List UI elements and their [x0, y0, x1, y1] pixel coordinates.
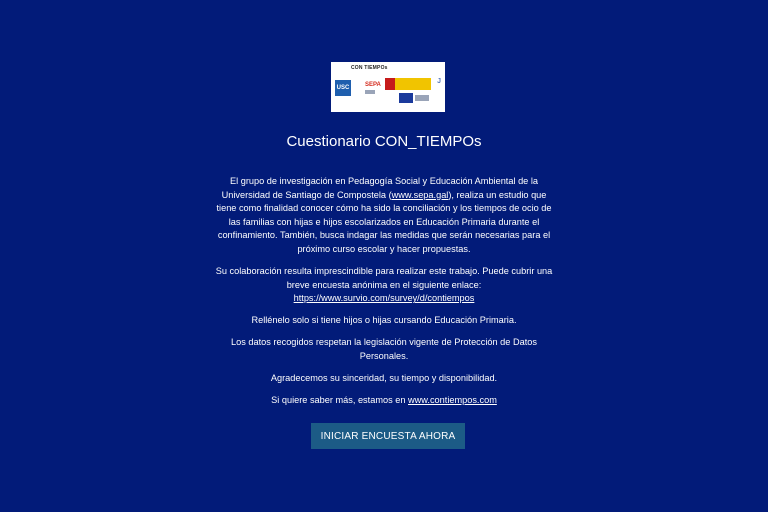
thanks-paragraph: Agradecemos su sinceridad, su tiempo y disponibilidad.	[270, 373, 498, 384]
usc-logo: USC	[335, 80, 351, 96]
intro-text-before: El grupo de investigación en Pedagogía Social y Educación Ambiental de la Universidad de Santiago de Compostela (	[221, 176, 538, 200]
intro-paragraph	[213, 175, 555, 257]
start-survey-button[interactable]: INICIAR ENCUESTA AHORA	[311, 423, 465, 449]
more-info-text: Si quiere saber más, estamos en	[271, 395, 408, 406]
logo-title: CON TIEMPOs	[351, 65, 388, 71]
intro-content	[213, 175, 555, 416]
page-title: Cuestionario CON_TIEMPOs	[286, 133, 482, 150]
eu-flag-icon	[399, 93, 413, 103]
collaboration-text: Su colaboración resulta imprescindible para realizar este trabajo. Puede cubrir una breve encuesta anónima en el siguiente enlace:	[215, 266, 553, 290]
contiempos-link[interactable]: www.contiempos.com	[408, 395, 497, 406]
more-info-paragraph	[213, 394, 555, 408]
eligibility-paragraph: Rellénelo solo si tiene hijos o hijas cursando Educación Primaria.	[251, 315, 517, 326]
collaboration-paragraph	[213, 265, 555, 306]
sepa-logo-subtitle	[365, 90, 375, 94]
sepa-link[interactable]: www.sepa.gal	[391, 189, 449, 200]
intro-text-after: ), realiza un estudio que tiene como finalidad conocer cómo ha sido la conciliación y los tiempos de ocio de las familias con hijas e hijos escolarizados en Educación Primaria durante el confinamiento. También, busca indagar las medidas que serán necesarias para el próximo curso escolar y hacer propuestas.	[216, 189, 552, 254]
privacy-paragraph: Los datos recogidos respetan la legislación vigente de Protección de Datos Personales.	[231, 337, 537, 362]
partner-logo: J	[437, 78, 441, 85]
sepa-logo: SEPA	[365, 82, 381, 88]
project-logo-banner	[331, 62, 445, 112]
government-logo	[385, 78, 431, 90]
survey-link[interactable]: https://www.survio.com/survey/d/contiempos	[293, 293, 475, 304]
eu-logo-text	[415, 95, 429, 101]
